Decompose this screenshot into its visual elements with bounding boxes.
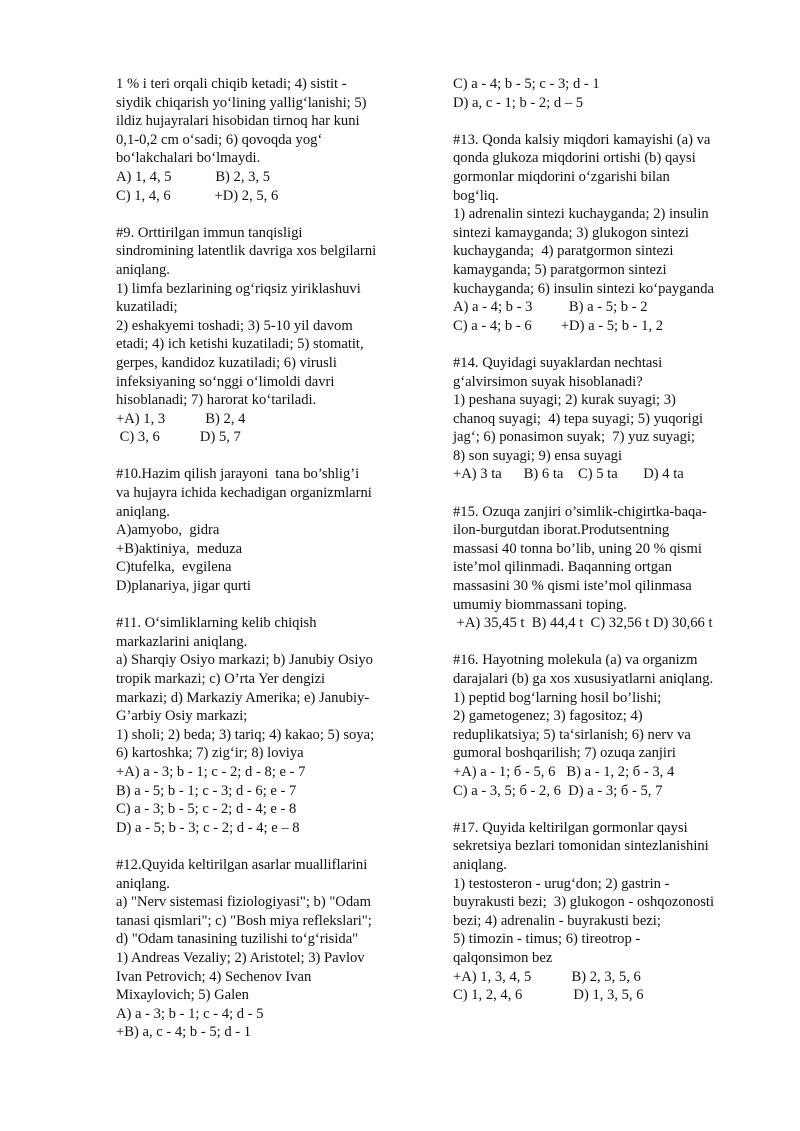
text-line: gumoral boshqarilish; 7) ozuqa zanjiri [453,745,676,762]
text-line: +A) 3 ta B) 6 ta C) 5 ta D) 4 ta [453,466,684,483]
question-block [453,819,753,1005]
text-line: sekretsiya bezlari tomonidan sintezlanishini [453,838,709,855]
block-gap [453,633,753,652]
text-line: G’arbiy Osiy markazi; [116,708,248,725]
text-line: va hujayra ichida kechadigan organizmlarni [116,485,372,502]
text-line: kuchayganda; 6) insulin sintezi ko‘payganda [453,280,714,297]
question-block [116,224,408,447]
question-block [453,503,753,633]
block-gap [453,484,753,503]
text-line: infeksiyaning so‘nggi o‘limoldi davri [116,373,335,390]
text-line: #13. Qonda kalsiy miqdori kamayishi (a) va [453,131,711,148]
text-line: 1) limfa bezlarining og‘riqsiz yiriklashuvi [116,280,361,297]
text-line: buyrakusti bezi; 3) glukogon - oshqozonosti [453,894,715,911]
text-line: qonda glukoza miqdorini ortishi (b) qaysi [453,150,696,167]
text-line: 1) peptid bog‘larning hosil bo’lishi; [453,689,662,706]
question-block [453,651,753,800]
text-line: aniqlang. [116,875,170,892]
text-line: massasini 30 % qismi iste’mol qilinmasa [453,578,692,595]
text-line: 2) eshakyemi toshadi; 3) 5-10 yil davom [116,317,353,334]
text-line: #15. Ozuqa zanjiri o’simlik-chigirtka-baqa- [453,503,707,520]
text-line: A) a - 4; b - 3 B) a - 5; b - 2 [453,299,648,316]
text-line: C) a - 4; b - 5; c - 3; d - 1 [453,76,600,92]
text-line: a) Sharqiy Osiyo markazi; b) Janubiy Osiyo [116,652,373,669]
text-line: g‘alvirsimon suyak hisoblanadi? [453,373,643,390]
block-gap [453,335,753,354]
text-line: #17. Quyida keltirilgan gormonlar qaysi [453,819,688,836]
block-gap [453,800,753,819]
question-block [116,465,408,595]
text-line: +A) 35,45 t B) 44,4 t C) 32,56 t D) 30,66 t [453,615,713,632]
text-line: C) 1, 4, 6 +D) 2, 5, 6 [116,187,279,204]
text-line: 1) Andreas Vezaliy; 2) Aristotel; 3) Pavlov [116,949,365,966]
text-line: ilon-burgutdan iborat.Produtsentning [453,522,670,539]
text-line: 1) sholi; 2) beda; 3) tariq; 4) kakao; 5) soya; [116,726,375,743]
text-line: umumiy biommassani toping. [453,596,627,613]
text-line: Ivan Petrovich; 4) Sechenov Ivan [116,968,312,985]
text-line: #11. O‘simliklarning kelib chiqish [116,615,317,632]
text-line: a) "Nerv sistemasi fiziologiyasi"; b) "Odam [116,894,371,911]
text-line: aniqlang. [116,503,170,520]
text-line: kuchayganda; 4) paratgormon sintezi [453,243,674,260]
text-line: 1 % i teri orqali chiqib ketadi; 4) sistit - [116,76,347,92]
text-line: C) 3, 6 D) 5, 7 [116,429,241,446]
text-line: sindromining latentlik davriga xos belgilarni [116,243,377,260]
text-line: kamayganda; 5) paratgormon sintezi [453,261,667,278]
text-line: C) a - 4; b - 6 +D) a - 5; b - 1, 2 [453,317,664,334]
text-line: darajalari (b) ga xos xususiyatlarni aniqlang. [453,671,714,687]
text-line: +B) a, c - 4; b - 5; d - 1 [116,1024,252,1041]
text-line: bezi; 4) adrenalin - buyrakusti bezi; [453,912,661,929]
text-line: gormonlar miqdorini o‘zgarishi bilan [453,168,670,185]
text-line: B) a - 5; b - 1; c - 3; d - 6; e - 7 [116,782,297,799]
question-block [116,614,408,837]
block-gap [453,112,753,131]
text-line: 1) testosteron - urug‘don; 2) gastrin - [453,875,670,892]
text-line: 2) gametogenez; 3) fagositoz; 4) [453,708,643,725]
text-line: 1) peshana suyagi; 2) kurak suyagi; 3) [453,392,676,409]
text-line: #10.Hazim qilish jarayoni tana bo’shlig’i [116,466,360,483]
text-line: qalqonsimon bez [453,949,553,966]
question-block [453,75,753,112]
text-line: tanasi qismlari"; c) "Bosh miya reflekslari"; [116,912,372,929]
question-block [453,131,753,336]
text-line: +A) 1, 3 B) 2, 4 [116,410,246,427]
text-line: aniqlang. [116,261,170,278]
text-line: D)planariya, jigar qurti [116,578,251,595]
left-column [116,75,408,1042]
text-line: +A) a - 3; b - 1; c - 2; d - 8; e - 7 [116,763,306,780]
text-line: Mixaylovich; 5) Galen [116,987,249,1004]
text-line: A)amyobo, gidra [116,522,220,539]
text-line: 6) kartoshka; 7) zig‘ir; 8) loviya [116,745,304,762]
text-line: #16. Hayotning molekula (a) va organizm [453,652,698,669]
text-line: hisoblanadi; 7) harorat ko‘tariladi. [116,392,317,409]
text-line: massasi 40 tonna bo’lib, uning 20 % qismi [453,540,702,557]
text-line: #14. Quyidagi suyaklardan nechtasi [453,354,663,371]
question-block [116,75,408,205]
text-line: 5) timozin - timus; 6) tireotrop - [453,931,641,948]
text-line: D) a, c - 1; b - 2; d – 5 [453,94,584,111]
text-line: 1) adrenalin sintezi kuchayganda; 2) insulin [453,206,709,223]
text-line: 8) son suyagi; 9) ensa suyagi [453,447,623,464]
text-line: C)tufelka, evgilena [116,559,232,576]
text-line: aniqlang. [453,856,507,873]
text-line: A) a - 3; b - 1; c - 4; d - 5 [116,1005,264,1022]
text-line: C) a - 3; b - 5; c - 2; d - 4; e - 8 [116,801,297,818]
text-line: +B)aktiniya, meduza [116,540,243,557]
text-line: jag‘; 6) ponasimon suyak; 7) yuz suyagi; [453,429,695,446]
text-line: kuzatiladi; [116,299,178,316]
text-line: +A) 1, 3, 4, 5 B) 2, 3, 5, 6 [453,968,641,985]
text-line: tropik markazi; c) O’rta Yer dengizi [116,671,326,687]
right-column [453,75,753,1005]
text-line: gerpes, kandidoz kuzatiladi; 6) virusli [116,354,337,371]
text-line: 0,1-0,2 cm o‘sadi; 6) qovoqda yog‘ [116,131,323,148]
block-gap [116,596,408,615]
text-line: bog‘liq. [453,187,499,204]
text-line: d) "Odam tanasining tuzilishi to‘g‘risida" [116,931,359,948]
text-line: siydik chiqarish yo‘lining yallig‘lanishi; 5) [116,94,367,111]
text-line: markazlarini aniqlang. [116,633,248,650]
text-line: iste’mol qilinmadi. Baqanning ortgan [453,559,672,576]
block-gap [116,837,408,856]
block-gap [116,447,408,466]
text-line: #9. Orttirilgan immun tanqisligi [116,224,303,241]
text-line: A) 1, 4, 5 B) 2, 3, 5 [116,168,271,185]
text-line: C) 1, 2, 4, 6 D) 1, 3, 5, 6 [453,987,644,1004]
text-line: reduplikatsiya; 5) ta‘sirlanish; 6) nerv va [453,726,691,743]
text-line: D) a - 5; b - 3; c - 2; d - 4; e – 8 [116,819,300,836]
text-line: markazi; d) Markaziy Amerika; e) Janubiy- [116,689,370,706]
text-line: #12.Quyida keltirilgan asarlar mualliflarini [116,856,368,873]
text-line: chanoq suyagi; 4) tepa suyagi; 5) yuqorigi [453,410,704,427]
text-line: sintezi kamayganda; 3) glukogon sintezi [453,224,689,241]
text-line: bo‘lakchalari bo‘lmaydi. [116,150,261,167]
block-gap [116,205,408,224]
text-line: ildiz hujayralari hisobidan tirnoq har kuni [116,113,360,130]
question-block [116,856,408,1042]
text-line: etadi; 4) ich ketishi kuzatiladi; 5) stomatit, [116,336,364,353]
question-block [453,354,753,484]
text-line: +A) a - 1; б - 5, 6 B) a - 1, 2; б - 3, 4 [453,763,675,780]
text-line: C) a - 3, 5; б - 2, 6 D) a - 3; б - 5, 7 [453,782,663,799]
